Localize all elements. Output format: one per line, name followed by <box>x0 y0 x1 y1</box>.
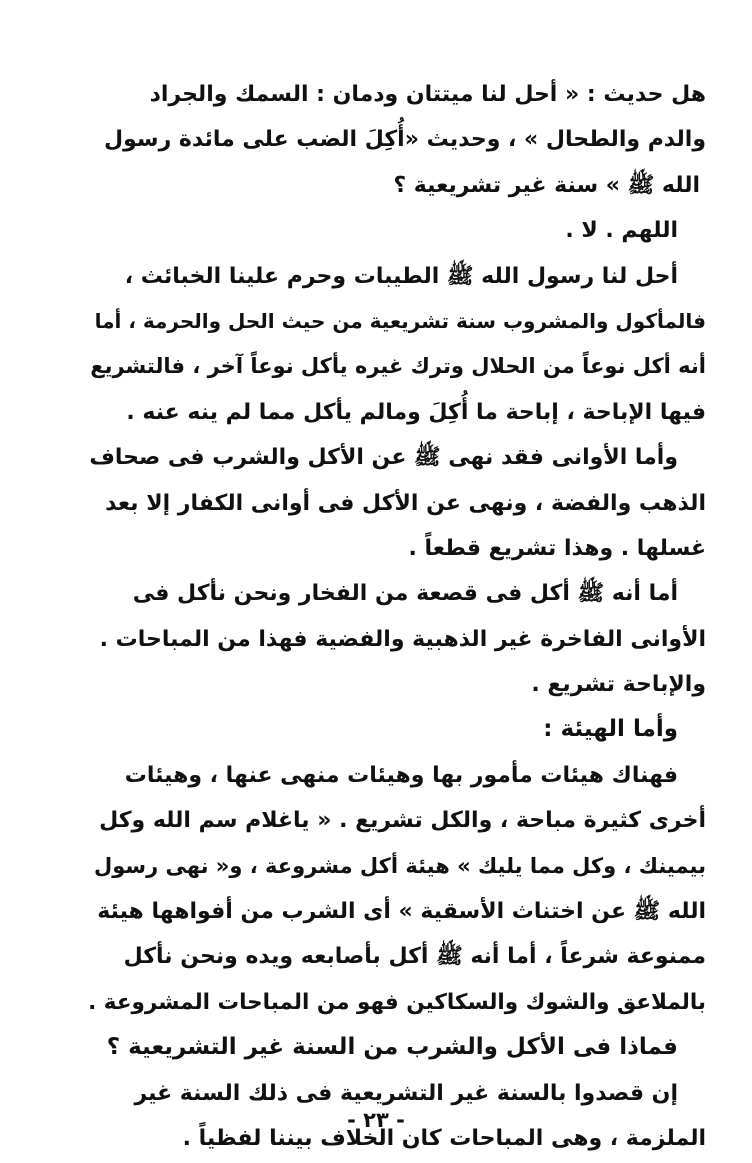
text-line: فالمأكول والمشروب سنة تشريعية من حيث الحل والحرمة ، أما <box>94 308 706 333</box>
text-line: غسلها . وهذا تشريع قطعاً . <box>408 535 706 561</box>
section-heading: وأما الهيئة : <box>543 716 678 743</box>
page-number: - ٢٣ - <box>347 1108 405 1132</box>
text-line: بالملاعق والشوك والسكاكين فهو من المباحات المشروعة . <box>88 989 706 1015</box>
text-line: الله ﷺ » سنة غير تشريعية ؟ <box>393 172 700 198</box>
text-line: والإباحة تشريع . <box>531 672 706 698</box>
text-line: أما أنه ﷺ أكل فى قصعة من الفخار ونحن نأكل فى <box>132 581 678 607</box>
text-line: فيها الإباحة ، إباحة ما أُكِلَ ومالم يأكل مما لم ينه عنه . <box>126 399 706 425</box>
section-heading: فماذا فى الأكل والشرب من السنة غير التشريعية ؟ <box>106 1034 678 1061</box>
text-line: الله ﷺ عن اختناث الأسقية » أى الشرب من أفواهها هيئة <box>97 899 706 925</box>
text-line: الذهب والفضة ، ونهى عن الأكل فى أوانى الكفار إلا بعد <box>105 490 706 516</box>
text-line: فهناك هيئات مأمور بها وهيئات منهى عنها ، وهيئات <box>124 762 678 788</box>
body-text <box>82 72 706 1161</box>
text-line: أنه أكل نوعاً من الحلال وترك غيره يأكل نوعاً آخر ، فالتشريع <box>90 354 706 379</box>
text-line: اللهم . لا . <box>565 218 678 244</box>
text-line: بيمينك ، وكل مما يليك » هيئة أكل مشروعة ، و« نهى رسول <box>94 853 706 878</box>
text-line: أخرى كثيرة مباحة ، والكل تشريع . « ياغلام سم الله وكل <box>99 808 706 834</box>
text-line: الملزمة ، وهى المباحات كان الخلاف بيننا لفظياً . <box>182 1125 706 1151</box>
text-line: والدم والطحال » ، وحديث «أُكِلَ الضب على مائدة رسول <box>104 127 706 153</box>
text-line: وأما الأوانى فقد نهى ﷺ عن الأكل والشرب فى صحاف <box>89 445 678 471</box>
text-line: الأوانى الفاخرة غير الذهبية والفضية فهذا من المباحات . <box>99 626 706 652</box>
text-line: هل حديث : « أحل لنا ميتتان ودمان : السمك والجراد <box>149 82 706 107</box>
text-line: أحل لنا رسول الله ﷺ الطيبات وحرم علينا الخبائث ، <box>124 263 678 289</box>
text-line: إن قصدوا بالسنة غير التشريعية فى ذلك السنة غير <box>134 1080 678 1106</box>
text-line: ممنوعة شرعاً ، أما أنه ﷺ أكل بأصابعه ويده ونحن نأكل <box>123 944 706 970</box>
